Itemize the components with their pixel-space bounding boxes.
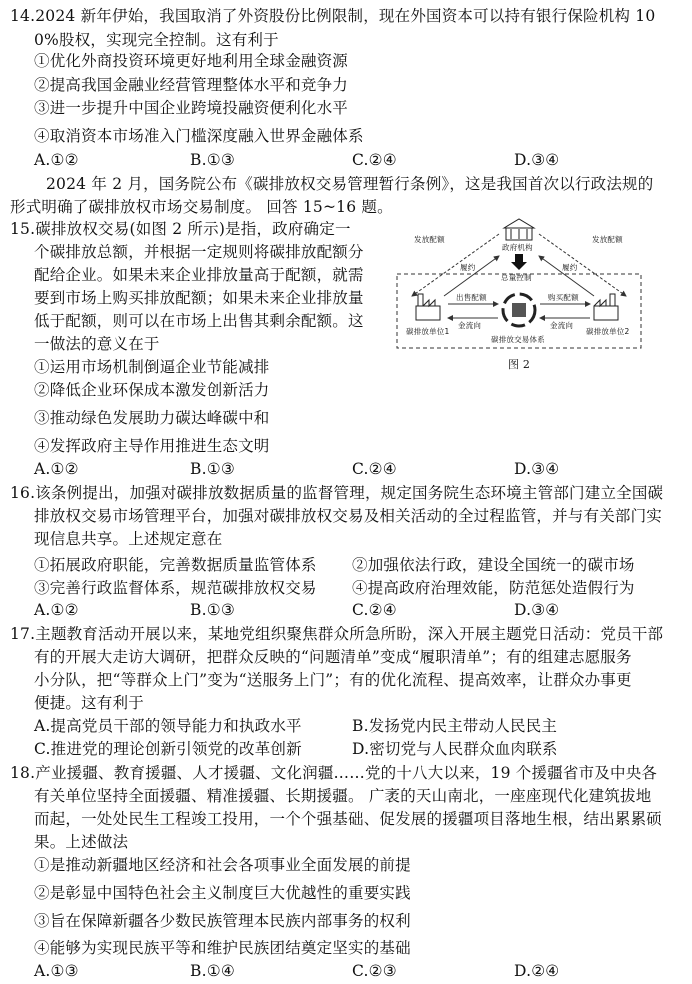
q14-item: ①优化外商投资环境更好地利用全球金融资源 bbox=[34, 52, 349, 70]
q15-stem-line: 配给企业。如果未来企业排放量高于配额，就需 bbox=[34, 266, 364, 284]
factory-right-icon bbox=[594, 294, 618, 320]
sell-label: 出售配额 bbox=[456, 293, 487, 302]
buy-label: 购买配额 bbox=[548, 293, 579, 302]
down-arrow-icon bbox=[511, 254, 527, 270]
cash-right-label: 金流向 bbox=[550, 321, 574, 330]
q15-option-b: B.①③ bbox=[190, 460, 235, 478]
factory-left-icon bbox=[416, 294, 440, 320]
q17-stem-line: 小分队，把“等群众上门”变为“送服务上门”；有的优化流程、提高效率，让群众办事更 bbox=[34, 671, 632, 689]
q15-item: ④发挥政府主导作用推进生态文明 bbox=[34, 437, 270, 455]
q17-option-c: C.推进党的理论创新引领党的改革创新 bbox=[34, 740, 302, 758]
q15-option-d: D.③④ bbox=[514, 460, 560, 478]
q18-item: ③旨在保障新疆各少数民族管理本民族内部事务的权利 bbox=[34, 912, 411, 930]
q16-option-a: A.①② bbox=[34, 601, 79, 619]
government-building-icon bbox=[504, 219, 534, 240]
q15-stem-line: 一做法的意义在于 bbox=[34, 335, 160, 353]
q14-item: ③进一步提升中国企业跨境投融资便利化水平 bbox=[34, 99, 349, 117]
q15-item: ②降低企业环保成本激发创新活力 bbox=[34, 381, 270, 399]
q18-stem-line: 而起，一处处民生工程竣工投用，一个个强基础、促发展的援疆项目落地生根，结出累累硕 bbox=[34, 810, 663, 828]
q14-item: ②提高我国金融业经营管理整体水平和竞争力 bbox=[34, 76, 349, 94]
q18-stem-line: 18.产业援疆、教育援疆、人才援疆、文化润疆……党的十八大以来，19 个援疆省市及中央各 bbox=[10, 764, 658, 782]
q16-stem-line: 16.该条例提出，加强对碳排放数据质量的监督管理，规定国务院生态环境主管部门建立全国碳 bbox=[10, 484, 664, 502]
q14-option-a: A.①② bbox=[34, 151, 79, 169]
q16-item: ②加强依法行政，建设全国统一的碳市场 bbox=[352, 556, 635, 574]
q15-stem-line: 低于配额，则可以在市场上出售其剩余配额。这 bbox=[34, 312, 364, 330]
q18-option-a: A.①③ bbox=[34, 962, 79, 980]
q16-item: ④提高政府治理效能，防范惩处造假行为 bbox=[352, 579, 635, 597]
q17-stem-line: 便捷。这有利于 bbox=[34, 694, 144, 712]
q18-item: ②是彰显中国特色社会主义制度巨大优越性的重要实践 bbox=[34, 884, 411, 902]
q14-option-b: B.①③ bbox=[190, 151, 235, 169]
q15-stem-line: 要到市场上购买排放配额；如果未来企业排放量 bbox=[34, 289, 364, 307]
q16-item: ①拓展政府职能，完善数据质量监管体系 bbox=[34, 556, 317, 574]
q16-option-b: B.①③ bbox=[190, 601, 235, 619]
q14-stem-line: 14.2024 新年伊始，我国取消了外资股份比例限制，现在外国资本可以持有银行保险机构 10 bbox=[10, 7, 656, 25]
q15-item: ①运用市场机制倒逼企业节能减排 bbox=[34, 358, 270, 376]
comply-right-label: 履约 bbox=[562, 263, 578, 272]
q16-item: ③完善行政监督体系，规范碳排放权交易 bbox=[34, 579, 317, 597]
q15-stem-line: 个碳排放总额，并根据一定规则将碳排放配额分 bbox=[34, 243, 364, 261]
issue-right-label: 发放配额 bbox=[592, 235, 623, 244]
cash-left-label: 金流向 bbox=[458, 321, 482, 330]
q16-option-c: C.②④ bbox=[352, 601, 397, 619]
q16-option-d: D.③④ bbox=[514, 601, 560, 619]
q14-option-d: D.③④ bbox=[514, 151, 560, 169]
q15-stem-line: 15.碳排放权交易(如图 2 所示)是指，政府确定一 bbox=[10, 220, 351, 238]
figure-caption: 图 2 bbox=[507, 358, 531, 371]
q14-item: ④取消资本市场准入门槛深度融入世界金融体系 bbox=[34, 127, 364, 145]
intro-line: 形式明确了碳排放权市场交易制度。 回答 15~16 题。 bbox=[10, 198, 393, 216]
cap-label: 总量控制 bbox=[501, 273, 532, 282]
carbon-trading-figure bbox=[394, 214, 644, 374]
q18-stem-line: 有关单位坚持全面援疆、精准援疆、长期援疆。 广袤的天山南北，一座座现代化建筑拔地 bbox=[34, 787, 652, 805]
trading-cycle-icon bbox=[503, 294, 535, 326]
q18-option-d: D.②④ bbox=[514, 962, 560, 980]
q16-stem-line: 现信息共享。上述规定意在 bbox=[34, 530, 223, 548]
q17-option-a: A.提高党员干部的领导能力和执政水平 bbox=[34, 717, 302, 735]
q18-option-b: B.①④ bbox=[190, 962, 235, 980]
issue-left-label: 发放配额 bbox=[414, 235, 445, 244]
system-label: 碳排放交易体系 bbox=[491, 335, 545, 344]
q14-stem-line: 0%股权，实现完全控制。这有利于 bbox=[34, 31, 279, 49]
q17-option-d: D.密切党与人民群众血肉联系 bbox=[352, 740, 558, 758]
q18-option-c: C.②③ bbox=[352, 962, 397, 980]
q16-stem-line: 排放权交易市场管理平台，加强对碳排放权交易及相关活动的全过程监管，并与有关部门实 bbox=[34, 507, 663, 525]
q15-option-c: C.②④ bbox=[352, 460, 397, 478]
unit1-label: 碳排放单位1 bbox=[406, 327, 450, 336]
q15-item: ③推动绿色发展助力碳达峰碳中和 bbox=[34, 409, 270, 427]
q17-option-b: B.发扬党内民主带动人民民主 bbox=[352, 717, 558, 735]
comply-left-label: 履约 bbox=[460, 263, 476, 272]
q14-option-c: C.②④ bbox=[352, 151, 397, 169]
q17-stem-line: 17.主题教育活动开展以来，某地党组织聚焦群众所急所盼，深入开展主题党日活动：党员干部 bbox=[10, 625, 664, 643]
unit2-label: 碳排放单位2 bbox=[586, 327, 630, 336]
q18-item: ④能够为实现民族平等和维护民族团结奠定坚实的基础 bbox=[34, 939, 411, 957]
intro-line: 2024 年 2 月，国务院公布《碳排放权交易管理暂行条例》，这是我国首次以行政法规的 bbox=[46, 175, 654, 193]
q17-stem-line: 有的开展大走访大调研，把群众反映的“问题清单”变成“履职清单”；有的组建志愿服务 bbox=[34, 648, 632, 666]
q18-item: ①是推动新疆地区经济和社会各项事业全面发展的前提 bbox=[34, 856, 411, 874]
q18-stem-line: 果。上述做法 bbox=[34, 833, 129, 851]
carbon-trading-diagram bbox=[394, 214, 644, 354]
q15-option-a: A.①② bbox=[34, 460, 79, 478]
gov-label: 政府机构 bbox=[502, 243, 533, 252]
